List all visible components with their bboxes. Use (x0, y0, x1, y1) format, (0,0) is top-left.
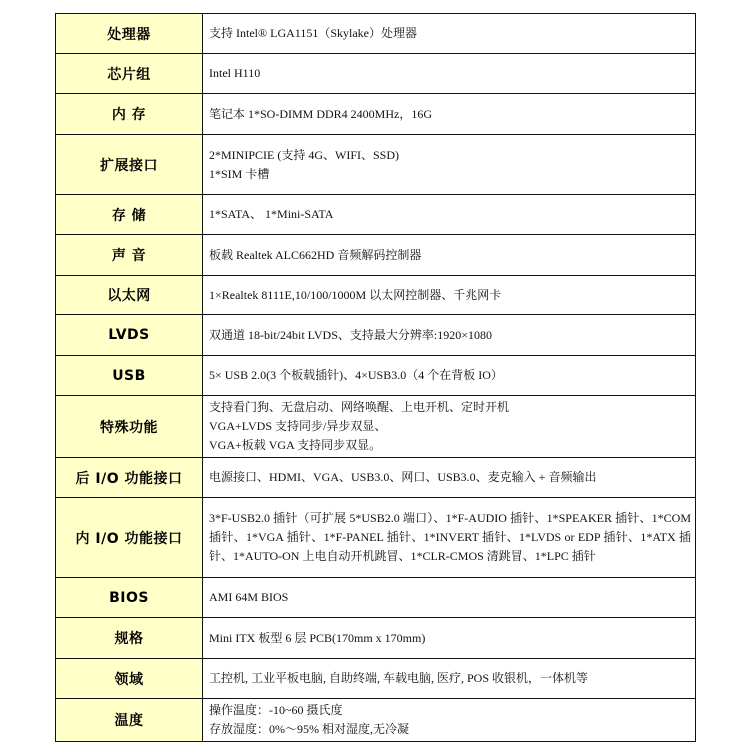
spec-label: 内 存 (56, 94, 203, 135)
spec-label: 规格 (56, 618, 203, 659)
spec-row (56, 235, 696, 276)
spec-row (56, 356, 696, 396)
spec-label: 温度 (56, 699, 203, 742)
spec-value (203, 94, 696, 135)
spec-value-line: 支持看门狗、无盘启动、网络唤醒、上电开机、定时开机 (209, 400, 510, 414)
spec-table (55, 13, 696, 742)
spec-value (203, 458, 696, 498)
spec-label: LVDS (56, 315, 203, 356)
spec-value-line: 2*MINIPCIE (支持 4G、WIFI、SSD) (209, 147, 399, 162)
spec-label: 声 音 (56, 235, 203, 276)
spec-row (56, 135, 696, 195)
spec-row (56, 276, 696, 315)
spec-value (203, 498, 696, 578)
spec-value-line: 笔记本 1*SO-DIMM DDR4 2400MHz，16G (209, 106, 433, 121)
spec-row (56, 498, 696, 578)
spec-value (203, 235, 696, 276)
spec-value-line: VGA+LVDS 支持同步/异步双显、 (209, 419, 387, 433)
spec-value-line: 板载 Realtek ALC662HD 音频解码控制器 (209, 247, 422, 262)
spec-value (203, 578, 696, 618)
spec-row (56, 94, 696, 135)
spec-value (203, 195, 696, 235)
spec-value (203, 54, 696, 94)
spec-value (203, 699, 696, 742)
spec-value-line: 5× USB 2.0(3 个板载插针)、4×USB3.0（4 个在背板 IO） (209, 368, 503, 382)
spec-label: 芯片组 (56, 54, 203, 94)
spec-label: 后 I/O 功能接口 (56, 458, 203, 498)
spec-value-line: 1×Realtek 8111E,10/100/1000M 以太网控制器、千兆网卡 (209, 287, 502, 302)
spec-value (203, 276, 696, 315)
spec-label: 扩展接口 (56, 135, 203, 195)
spec-value (203, 135, 696, 195)
spec-row (56, 195, 696, 235)
spec-value-line: Intel H110 (209, 66, 261, 80)
spec-label: 处理器 (56, 14, 203, 54)
spec-row (56, 54, 696, 94)
spec-row (56, 578, 696, 618)
spec-label: 内 I/O 功能接口 (56, 498, 203, 578)
spec-value-line: 1*SIM 卡槽 (209, 166, 270, 181)
spec-value-line: 操作温度：-10~60 摄氏度 (209, 703, 343, 717)
spec-value-line: Mini ITX 板型 6 层 PCB(170mm x 170mm) (209, 630, 426, 645)
spec-value (203, 396, 696, 458)
spec-value-line: 3*F-USB2.0 插针（可扩展 5*USB2.0 端口）、1*F-AUDIO 插针、1*SPEAKER 插针、1*COM 插针、1*VGA 插针、1*F-PANEL 插针、1*INVERT 插针、1*LVDS or EDP 插针、1*ATX 插针、1*AUTO-ON 上电自动开机跳冒、1*CLR-CMOS 清跳冒、1*LPC 插针 (209, 511, 691, 563)
spec-row (56, 618, 696, 659)
spec-value (203, 618, 696, 659)
spec-label: 领域 (56, 659, 203, 699)
spec-row (56, 659, 696, 699)
spec-value (203, 659, 696, 699)
spec-value-line: 电源接口、HDMI、VGA、USB3.0、网口、USB3.0、麦克输入 + 音频输出 (209, 470, 597, 484)
spec-label: 以太网 (56, 276, 203, 315)
spec-value (203, 14, 696, 54)
spec-value (203, 356, 696, 396)
spec-label: 特殊功能 (56, 396, 203, 458)
spec-row (56, 458, 696, 498)
spec-label: BIOS (56, 578, 203, 618)
spec-value-line: VGA+板载 VGA 支持同步双显。 (209, 438, 382, 452)
spec-row (56, 14, 696, 54)
spec-row (56, 699, 696, 742)
spec-label: USB (56, 356, 203, 396)
spec-value-line: 支持 Intel® LGA1151（Skylake）处理器 (209, 26, 417, 40)
spec-row (56, 396, 696, 458)
spec-table-body (56, 14, 696, 742)
spec-value-line: 1*SATA、 1*Mini-SATA (209, 207, 334, 221)
spec-value-line: 存放湿度：0%～95% 相对湿度,无冷凝 (209, 722, 409, 736)
spec-value (203, 315, 696, 356)
spec-value-line: 工控机, 工业平板电脑, 自助终端, 车载电脑, 医疗, POS 收银机，一体机等 (209, 671, 589, 685)
spec-value-line: AMI 64M BIOS (209, 590, 289, 604)
spec-value-line: 双通道 18-bit/24bit LVDS、支持最大分辨率:1920×1080 (209, 327, 493, 342)
spec-row (56, 315, 696, 356)
spec-label: 存 储 (56, 195, 203, 235)
